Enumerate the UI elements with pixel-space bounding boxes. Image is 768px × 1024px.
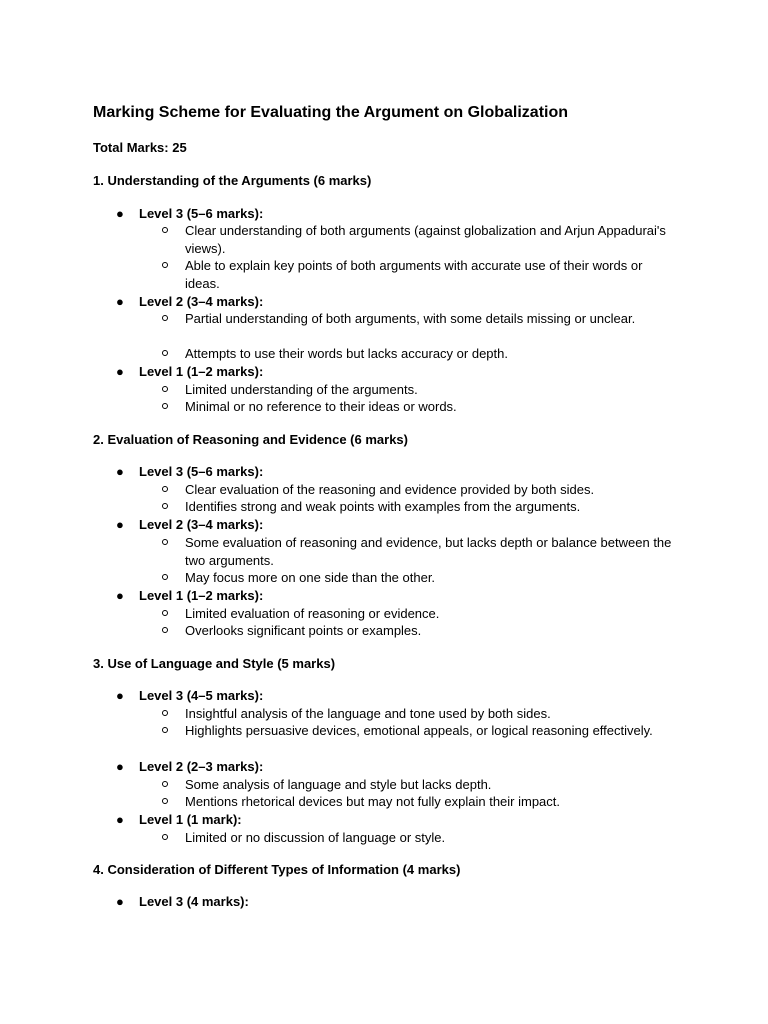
bullet-icon: ● <box>116 294 124 309</box>
hollow-bullet-icon <box>162 350 168 356</box>
level-label: Level 1 (1 mark): <box>139 812 242 827</box>
bullet-icon: ● <box>116 812 124 827</box>
level-label: Level 2 (2–3 marks): <box>139 759 264 774</box>
criterion-text: Mentions rhetorical devices but may not fully explain their impact. <box>185 794 561 809</box>
criterion-text: Minimal or no reference to their ideas or words. <box>185 399 457 414</box>
criterion-text: Clear understanding of both arguments (against globalization and Arjun Appadurai's views). <box>185 223 666 256</box>
hollow-bullet-icon <box>162 781 168 787</box>
total-marks: Total Marks: 25 <box>93 140 187 155</box>
level-label: Level 3 (4–5 marks): <box>139 688 264 703</box>
criterion-text: Attempts to use their words but lacks accuracy or depth. <box>185 346 508 361</box>
criterion-text: Insightful analysis of the language and tone used by both sides. <box>185 706 551 721</box>
level-label: Level 3 (5–6 marks): <box>139 206 264 221</box>
hollow-bullet-icon <box>162 227 168 233</box>
hollow-bullet-icon <box>162 727 168 733</box>
bullet-icon: ● <box>116 206 124 221</box>
hollow-bullet-icon <box>162 834 168 840</box>
bullet-icon: ● <box>116 759 124 774</box>
criterion-text: Some evaluation of reasoning and evidence, but lacks depth or balance between the two arguments. <box>185 535 672 568</box>
bullet-icon: ● <box>116 688 124 703</box>
criterion-text: May focus more on one side than the other. <box>185 570 436 585</box>
criterion-text: Limited evaluation of reasoning or evidence. <box>185 606 440 621</box>
hollow-bullet-icon <box>162 710 168 716</box>
criterion-text: Overlooks significant points or examples. <box>185 623 422 638</box>
section-heading: 3. Use of Language and Style (5 marks) <box>93 656 336 671</box>
level-label: Level 3 (4 marks): <box>139 894 249 909</box>
section-heading: 2. Evaluation of Reasoning and Evidence (6 marks) <box>93 432 408 447</box>
hollow-bullet-icon <box>162 627 168 633</box>
criterion-text: Able to explain key points of both arguments with accurate use of their words or ideas. <box>185 258 643 291</box>
hollow-bullet-icon <box>162 610 168 616</box>
criterion-text: Limited understanding of the arguments. <box>185 382 418 397</box>
bullet-icon: ● <box>116 517 124 532</box>
bullet-icon: ● <box>116 588 124 603</box>
bullet-icon: ● <box>116 464 124 479</box>
hollow-bullet-icon <box>162 539 168 545</box>
criterion-text: Limited or no discussion of language or style. <box>185 830 446 845</box>
criterion-text: Identifies strong and weak points with examples from the arguments. <box>185 499 581 514</box>
hollow-bullet-icon <box>162 486 168 492</box>
criterion-text: Clear evaluation of the reasoning and evidence provided by both sides. <box>185 482 595 497</box>
criterion-text: Partial understanding of both arguments, with some details missing or unclear. <box>185 311 636 326</box>
criterion-text: Highlights persuasive devices, emotional appeals, or logical reasoning effectively. <box>185 723 653 738</box>
hollow-bullet-icon <box>162 403 168 409</box>
section-heading: 1. Understanding of the Arguments (6 marks) <box>93 173 372 188</box>
bullet-icon: ● <box>116 364 124 379</box>
page-title: Marking Scheme for Evaluating the Argument on Globalization <box>93 104 569 121</box>
hollow-bullet-icon <box>162 503 168 509</box>
bullet-icon: ● <box>116 894 124 909</box>
section-heading: 4. Consideration of Different Types of Information (4 marks) <box>93 862 461 877</box>
hollow-bullet-icon <box>162 386 168 392</box>
level-label: Level 1 (1–2 marks): <box>139 588 264 603</box>
level-label: Level 2 (3–4 marks): <box>139 294 264 309</box>
hollow-bullet-icon <box>162 315 168 321</box>
hollow-bullet-icon <box>162 798 168 804</box>
criterion-text: Some analysis of language and style but lacks depth. <box>185 777 492 792</box>
level-label: Level 3 (5–6 marks): <box>139 464 264 479</box>
level-label: Level 2 (3–4 marks): <box>139 517 264 532</box>
level-label: Level 1 (1–2 marks): <box>139 364 264 379</box>
hollow-bullet-icon <box>162 262 168 268</box>
hollow-bullet-icon <box>162 574 168 580</box>
